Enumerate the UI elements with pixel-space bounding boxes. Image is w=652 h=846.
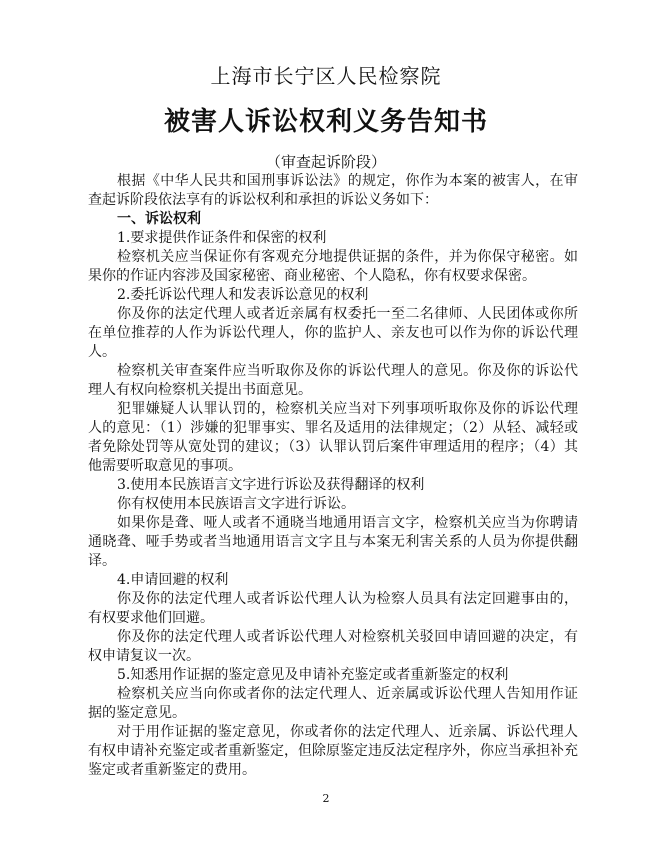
item-title-2: 2.委托诉讼代理人和发表诉讼意见的权利 — [117, 287, 369, 303]
item-4-paragraph-1: 你及你的法定代理人或者诉讼代理人认为检察人员具有法定回避事由的，有权要求他们回避。 — [88, 591, 578, 626]
item-3-paragraph-2: 如果你是聋、哑人或者不通晓当地通用语言文字，检察机关应当为你聘请通晓聋、哑手势或者当地通用语言文字且与本案无利害关系的人员为你提供翻译。 — [88, 515, 578, 569]
document-title: 被害人诉讼权利义务告知书 — [163, 107, 488, 137]
item-1-paragraph-1: 检察机关应当保证你有客观充分地提供证据的条件，并为你保守秘密。如果你的作证内容涉及国家秘密、商业秘密、个人隐私，你有权要求保密。 — [88, 249, 578, 284]
organization-name: 上海市长宁区人民检察院 — [210, 64, 442, 88]
intro-paragraph: 根据《中华人民共和国刑事诉讼法》的规定，你作为本案的被害人，在审查起诉阶段依法享有的诉讼权利和承担的诉讼义务如下： — [88, 173, 578, 208]
item-title-4: 4.申请回避的权利 — [117, 572, 229, 588]
item-2-paragraph-1: 你及你的法定代理人或者近亲属有权委托一至二名律师、人民团体或你所在单位推荐的人作为诉讼代理人，你的监护人、亲友也可以作为你的诉讼代理人。 — [88, 306, 578, 360]
page-number: 2 — [322, 792, 330, 805]
stage-label: （审查起诉阶段） — [265, 153, 386, 171]
item-5-paragraph-2: 对于用作证据的鉴定意见，你或者你的法定代理人、近亲属、诉讼代理人有权申请补充鉴定或者重新鉴定，但除原鉴定违反法定程序外，你应当承担补充鉴定或者重新鉴定的费用。 — [88, 724, 578, 778]
item-2-paragraph-2: 检察机关审查案件应当听取你及你的诉讼代理人的意见。你及你的诉讼代理人有权向检察机关提出书面意见。 — [88, 363, 578, 398]
item-title-5: 5.知悉用作证据的鉴定意见及申请补充鉴定或者重新鉴定的权利 — [117, 667, 509, 683]
item-4-paragraph-2: 你及你的法定代理人或者诉讼代理人对检察机关驳回申请回避的决定，有权申请复议一次。 — [88, 629, 578, 664]
item-5-paragraph-1: 检察机关应当向你或者你的法定代理人、近亲属或诉讼代理人告知用作证据的鉴定意见。 — [88, 686, 578, 721]
item-title-1: 1.要求提供作证条件和保密的权利 — [117, 230, 327, 246]
item-title-3: 3.使用本民族语言文字进行诉讼及获得翻译的权利 — [117, 477, 425, 493]
document-body — [88, 172, 578, 780]
item-2-paragraph-3: 犯罪嫌疑人认罪认罚的，检察机关应当对下列事项听取你及你的诉讼代理人的意见：（1）涉嫌的犯罪事实、罪名及适用的法律规定；（2）从轻、减轻或者免除处罚等从宽处罚的建议；（3）认罪认罚后案件审理适用的程序；（4）其他需要听取意见的事项。 — [88, 401, 578, 474]
item-3-paragraph-1: 你有权使用本民族语言文字进行诉讼。 — [117, 496, 355, 512]
section-heading: 一、诉讼权利 — [117, 211, 201, 227]
